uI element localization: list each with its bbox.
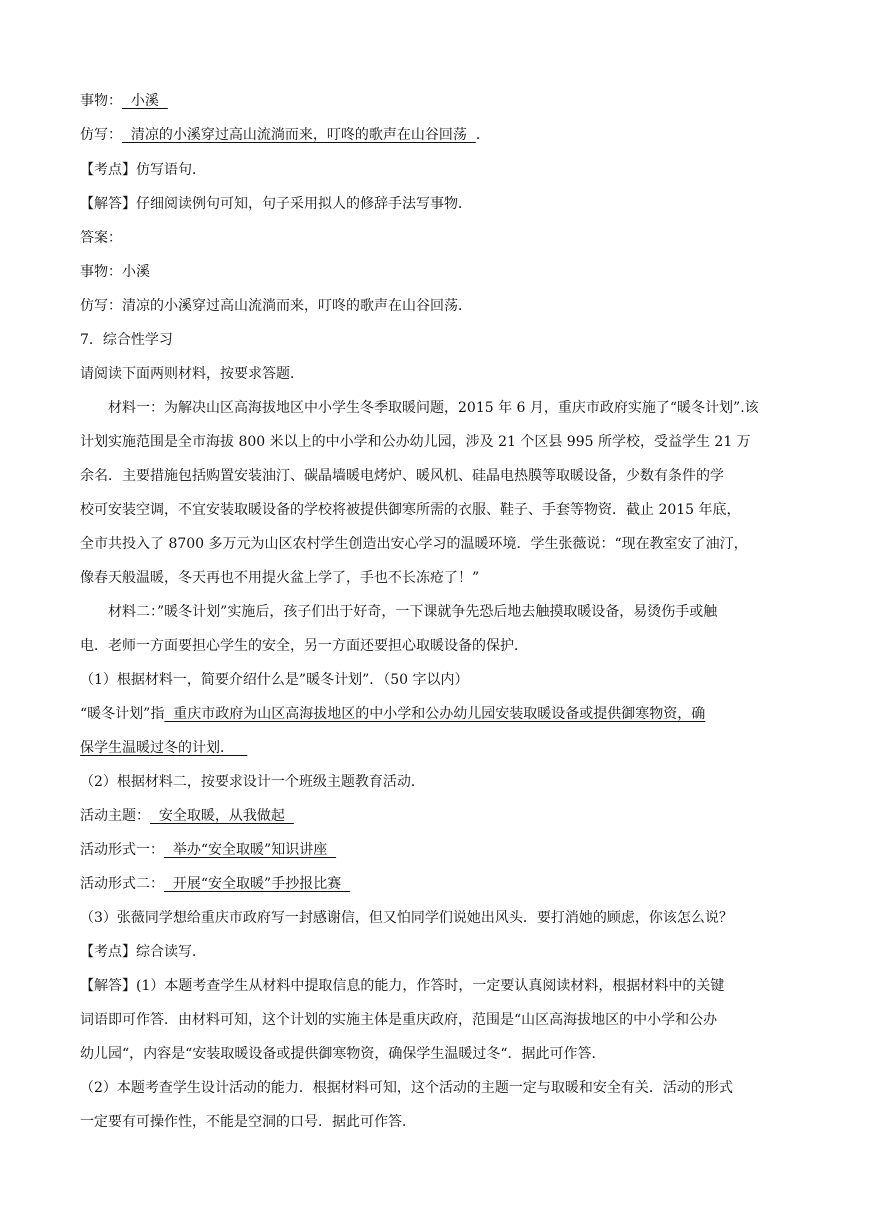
fangxie-line (80, 125, 792, 145)
fangxie-end: ． (475, 127, 490, 143)
sub1-question: （1）根据材料一，简要介绍什么是”暖冬计划”．（50 字以内） (80, 672, 469, 688)
q7-jieda-line: （2）本题考查学生设计活动的能力．根据材料可知，这个活动的主题一定与取暖和安全有关．活动的形式 (80, 1080, 733, 1096)
q7-jieda-line: 一定要有可操作性，不能是空洞的口号．据此可作答． (80, 1114, 416, 1130)
sub1-answer-line2 (80, 738, 792, 758)
shiwu-label: 事物： (80, 93, 122, 109)
material1-line: 计划实施范围是全市海拔 800 米以上的中小学和公办幼儿园，涉及 21 个区县 995 所学校，受益学生 21 万 (80, 434, 751, 450)
q7-jieda-line: 【解答】(1）本题考查学生从材料中提取信息的能力，作答时，一定要认真阅读材料，根据材料中的关键 (80, 978, 725, 994)
shiwu-line (80, 91, 792, 111)
form2-label: 活动形式二： (80, 876, 164, 892)
answer-label: 答案： (80, 230, 122, 246)
q6-kaodian: 【考点】仿写语句． (80, 162, 206, 178)
sub2-question: （2）根据材料二，按要求设计一个班级主题教育活动． (80, 774, 425, 790)
material1-line: 全市共投入了 8700 多万元为山区农村学生创造出安心学习的温暖环境．学生张薇说：“现在教室安了油汀， (80, 536, 748, 552)
q7-kaodian: 【考点】综合读写． (80, 944, 206, 960)
sub3-question: （3）张薇同学想给重庆市政府写一封感谢信，但又怕同学们说她出风头．要打消她的顾虑，你该怎么说？ (80, 910, 733, 926)
material1-line: 校可安装空调，不宜安装取暖设备的学校将被提供御寒所需的衣服、鞋子、手套等物资．截止 2015 年底， (80, 502, 741, 518)
form2-line (80, 874, 792, 894)
fangxie-label: 仿写： (80, 127, 122, 143)
sub1-answer-line1 (80, 704, 792, 724)
theme-answer: 安全取暖，从我做起 (150, 808, 294, 824)
q7-jieda-line: 幼儿园“，内容是“安装取暖设备或提供御寒物资，确保学生温暖过冬“．据此可作答． (80, 1046, 606, 1062)
material1-line: 余名．主要措施包括购置安装油汀、碳晶墙暖电烤炉、暖风机、硅晶电热膜等取暖设备，少数有条件的学 (80, 468, 724, 484)
q7-title: 7．综合性学习 (80, 332, 173, 348)
q7-jieda-line: 词语即可作答．由材料可知，这个计划的实施主体是重庆政府，范围是“山区高海拔地区的中小学和公办 (80, 1012, 718, 1028)
form1-label: 活动形式一： (80, 842, 164, 858)
answer-fangxie: 仿写：清凉的小溪穿过高山流淌而来，叮咚的歌声在山谷回荡． (80, 298, 472, 314)
form2-answer: 开展“安全取暖”手抄报比赛 (164, 876, 351, 892)
theme-label: 活动主题： (80, 808, 150, 824)
answer-shiwu: 事物：小溪 (80, 264, 150, 280)
sub1-answer-text-cont: 保学生温暖过冬的计划． (80, 740, 248, 756)
form1-line (80, 840, 792, 860)
q7-instruction: 请阅读下面两则材料，按要求答题． (80, 366, 304, 382)
sub1-answer-text: 重庆市政府为山区高海拔地区的中小学和公办幼儿园安装取暖设备或提供御寒物资，确 (164, 706, 706, 722)
theme-line (80, 806, 792, 826)
form1-answer: 举办“安全取暖”知识讲座 (164, 842, 337, 858)
shiwu-answer: 小溪 (122, 93, 168, 109)
material2-line: 材料二：”暖冬计划”实施后，孩子们出于好奇，一下课就争先恐后地去触摸取暖设备，易烫伤手或触 (108, 604, 718, 620)
material1-line: 像春天般温暖，冬天再也不用提火盆上学了，手也不长冻疮了！” (80, 570, 480, 586)
material2-line: 电．老师一方面要担心学生的安全，另一方面还要担心取暖设备的保护． (80, 638, 528, 654)
fangxie-answer: 清凉的小溪穿过高山流淌而来，叮咚的歌声在山谷回荡 (122, 127, 476, 143)
q6-jieda: 【解答】仔细阅读例句可知，句子采用拟人的修辞手法写事物． (80, 196, 472, 212)
material1-line: 材料一：为解决山区高海拔地区中小学生冬季取暖问题，2015 年 6 月，重庆市政府实施了“暖冬计划”.该 (108, 400, 759, 416)
sub1-answer-prefix: “暖冬计划”指 (80, 706, 165, 722)
